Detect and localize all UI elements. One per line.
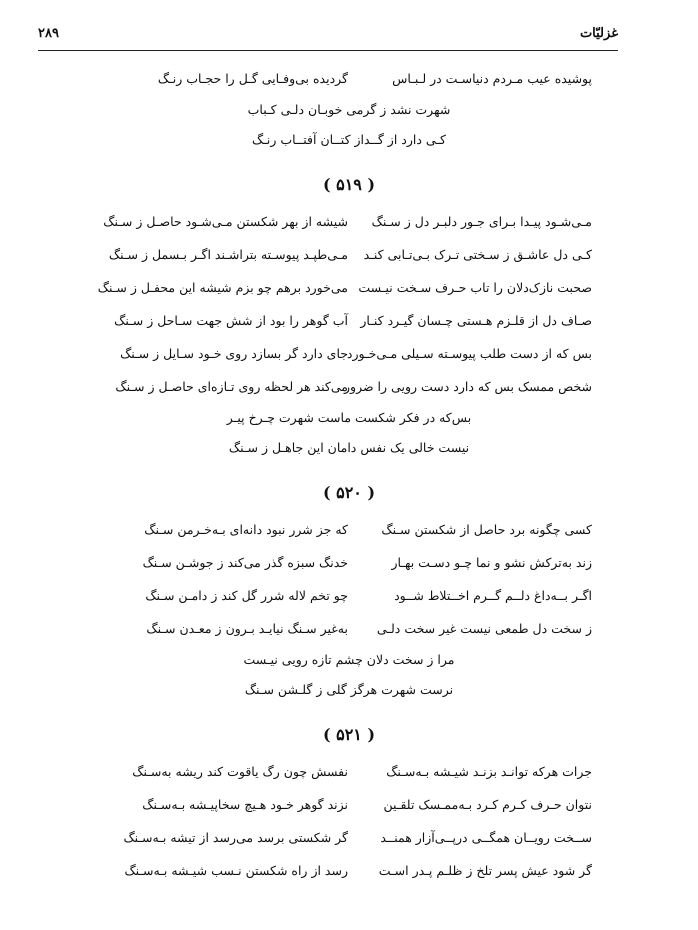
second-hemistich: می‌خورد برهم چو بزم شیشه این محفـل ز سـنگ <box>97 280 348 295</box>
verse-pair <box>0 612 698 645</box>
verse-pair <box>0 205 698 238</box>
verse-pair <box>0 788 698 821</box>
poem-520 <box>0 473 698 705</box>
first-hemistich: شخص ممسک بس که دارد دست رویی را ضرور <box>344 379 592 394</box>
closing-verse-line: شهرت نشد ز گرمی خوبـان دلـی کـباب <box>247 102 451 117</box>
closing-verse-line: بس‌که در فکر شکست ماست شهرت چـرخ پیـر <box>226 410 472 425</box>
first-hemistich: صـاف دل از قلـزم هـستی چـسان گیـرد کنـار <box>360 313 592 328</box>
poem-519 <box>0 165 698 463</box>
poem-number: ( ۵۲۰ ) <box>322 483 376 502</box>
first-hemistich: کسی چگونه برد حاصل از شکستن سـنگ <box>381 522 592 537</box>
verse-pair <box>0 238 698 271</box>
first-hemistich: اگـر بــه‌داغ دلــم گــرم اخــتلاط شــود <box>394 588 592 603</box>
first-hemistich: زند به‌ترکش نشو و نما چـو دسـت بهـار <box>391 555 592 570</box>
poem-number: ( ۵۱۹ ) <box>322 175 376 194</box>
first-hemistich: پوشیده عیب مـردم دنیاسـت در لـبـاس <box>392 71 592 86</box>
verse-pair <box>0 62 698 95</box>
first-hemistich: نتوان حـرف کـرم کـرد بـه‌ممـسک تلقـین <box>383 797 592 812</box>
verse-pair <box>0 513 698 546</box>
second-hemistich: گر شکستی برسد می‌رسد از تیشه بـه‌سـنگ <box>123 830 348 845</box>
verse-pair <box>0 271 698 304</box>
second-hemistich: شیشه از بهر شکستن مـی‌شـود حاصـل ز سـنگ <box>103 214 348 229</box>
poem-fragment-previous <box>0 62 698 155</box>
verse-pair <box>0 854 698 887</box>
running-title: غزلیّات <box>579 26 618 41</box>
second-hemistich: چو تخم لاله شرر گل کند ز دامـن سـنگ <box>145 588 348 603</box>
first-hemistich: صحبت نازک‌دلان را تاب حـرف سـخت نیـست <box>358 280 592 295</box>
verse-pair <box>0 337 698 370</box>
verse-pair <box>0 304 698 337</box>
second-hemistich: به‌غیر سـنگ نیایـد بـرون ز معـدن سـنگ <box>146 621 348 636</box>
first-hemistich: مـی‌شـود پیـدا بـرای جـور دلبـر دل ز سـنگ <box>371 214 592 229</box>
first-hemistich: بس که از دست طلب پیوسـته سـیلی مـی‌خـورد <box>346 346 592 361</box>
first-hemistich: گر شود عیش پسر تلخ ز ظلـم پـدر اسـت <box>378 863 592 878</box>
poem-521 <box>0 715 698 887</box>
second-hemistich: گردیده بی‌وفـایی گـل را حجـاب رنـگ <box>157 71 348 86</box>
second-hemistich: جای دارد گر بسازد روی خـود سـایل ز سـنگ <box>120 346 348 361</box>
second-hemistich: مـی‌طپـد پیوسـته بتراشـند اگـر بـسمل ز سـنگ <box>108 247 348 262</box>
second-hemistich: نفسش چون رگ یاقوت کند ریشه به‌سـنگ <box>132 764 348 779</box>
closing-verse-line: نرست شهرت هرگز گلی ز گلـشن سـنگ <box>244 682 454 697</box>
page-number: ۲۸۹ <box>38 26 59 41</box>
second-hemistich: می‌کند هر لحظه روی تـازه‌ای حاصـل ز سـنگ <box>115 379 348 394</box>
verse-pair <box>0 821 698 854</box>
second-hemistich: آب گوهر را بود از شش جهت سـاحل ز سـنگ <box>114 313 348 328</box>
first-hemistich: جرات هرکه توانـد بزنـد شیـشه بـه‌سـنگ <box>386 764 592 779</box>
closing-verse-line: مرا ز سخت دلان چشم تازه رویی نیـست <box>243 652 455 667</box>
first-hemistich: ز سخت دل طمعی نیست غیر سخت دلـی <box>376 621 592 636</box>
verse-pair <box>0 370 698 403</box>
verse-pair <box>0 579 698 612</box>
closing-verse-line: کـی دارد از گــداز کتــان آفتــاب رنـگ <box>252 132 446 147</box>
verse-pair <box>0 546 698 579</box>
second-hemistich: نزند گوهر خـود هـیچ سخاپیـشه بـه‌سـنگ <box>142 797 348 812</box>
poem-number: ( ۵۲۱ ) <box>322 725 376 744</box>
closing-verse-line: نیست خالی یک نفس دامان این جاهـل ز سـنگ <box>228 440 470 455</box>
second-hemistich: که جز شرر نبود دانه‌ای بـه‌خـرمن سـنگ <box>144 522 348 537</box>
first-hemistich: کـی دل عاشـق ز سـختی تـرک بـی‌تـابی کنـد <box>363 247 592 262</box>
second-hemistich: خدنگ سبزه گذر می‌کند ز جوشـن سـنگ <box>142 555 348 570</box>
page-header <box>38 26 618 51</box>
second-hemistich: رسد از راه شکستن نـسب شیـشه بـه‌سـنگ <box>124 863 348 878</box>
first-hemistich: ســخت رویــان همگــی درپــی‌آزار همنــد <box>380 830 592 845</box>
verse-pair <box>0 755 698 788</box>
page-content <box>0 62 698 887</box>
